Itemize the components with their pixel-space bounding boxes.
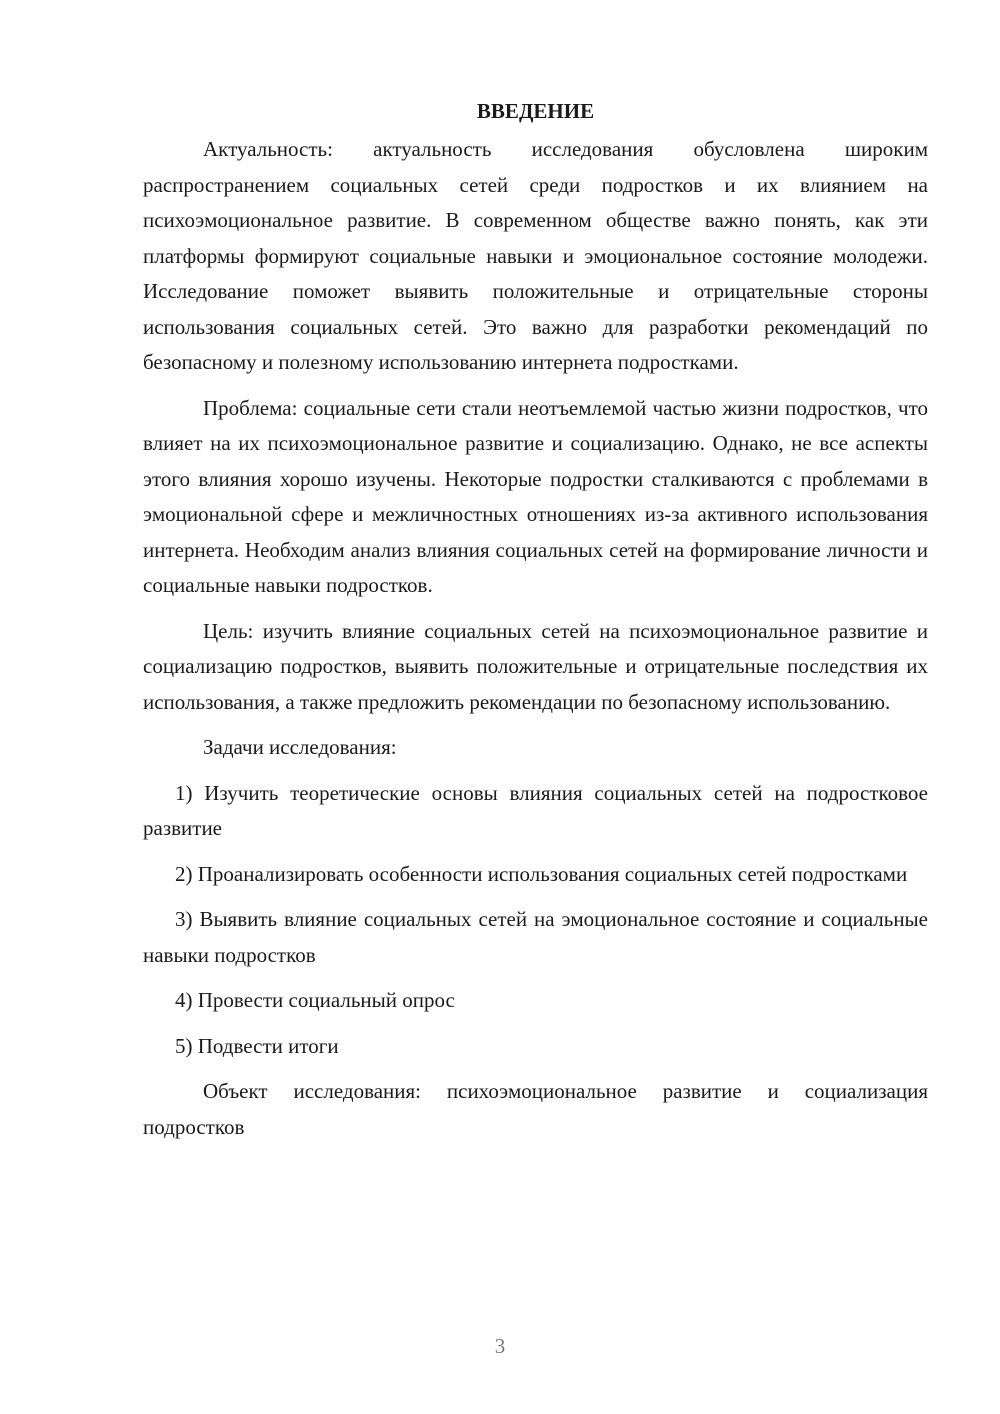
- task-item: 3) Выявить влияние социальных сетей на эмоциональное состояние и социальные навыки подростков: [143, 907, 928, 967]
- task-item: 2) Проанализировать особенности использования социальных сетей подростками: [175, 861, 908, 886]
- paragraph-tasks-heading: Задачи исследования:: [203, 735, 397, 759]
- paragraph-relevance: Актуальность: актуальность исследования обусловлена широким распространением социальных сетей среди подростков и их влиянием на психоэмоциональное развитие. В современном обществе важно понять, как эти платформы формируют социальные навыки и эмоциональное состояние молодежи. Исследование поможет выявить положительные и отрицательные стороны использования социальных сетей. Это важно для разработки рекомендаций по безопасному и полезному использованию интернета подростками.: [143, 137, 928, 374]
- task-item: 5) Подвести итоги: [175, 1033, 339, 1058]
- task-item: 1) Изучить теоретические основы влияния социальных сетей на подростковое развитие: [143, 780, 928, 840]
- paragraph-problem: Проблема: социальные сети стали неотъемлемой частью жизни подростков, что влияет на их психоэмоциональное развитие и социализацию. Однако, не все аспекты этого влияния хорошо изучены. Некоторые подростки сталкиваются с проблемами в эмоциональной сфере и межличностных отношениях из-за активного использования интернета. Необходим анализ влияния социальных сетей на формирование личности и социальные навыки подростков.: [143, 395, 928, 597]
- section-title: ВВЕДЕНИЕ: [476, 99, 595, 123]
- page-content: [143, 96, 928, 1155]
- paragraph-research-object: Объект исследования: психоэмоциональное развитие и социализация подростков: [143, 1079, 928, 1139]
- paragraph-goal: Цель: изучить влияние социальных сетей на психоэмоциональное развитие и социализацию подростков, выявить положительные и отрицательные последствия их использования, а также предложить рекомендации по безопасному использованию.: [143, 618, 928, 714]
- task-item: 4) Провести социальный опрос: [175, 988, 455, 1012]
- page-number: 3: [494, 1334, 506, 1358]
